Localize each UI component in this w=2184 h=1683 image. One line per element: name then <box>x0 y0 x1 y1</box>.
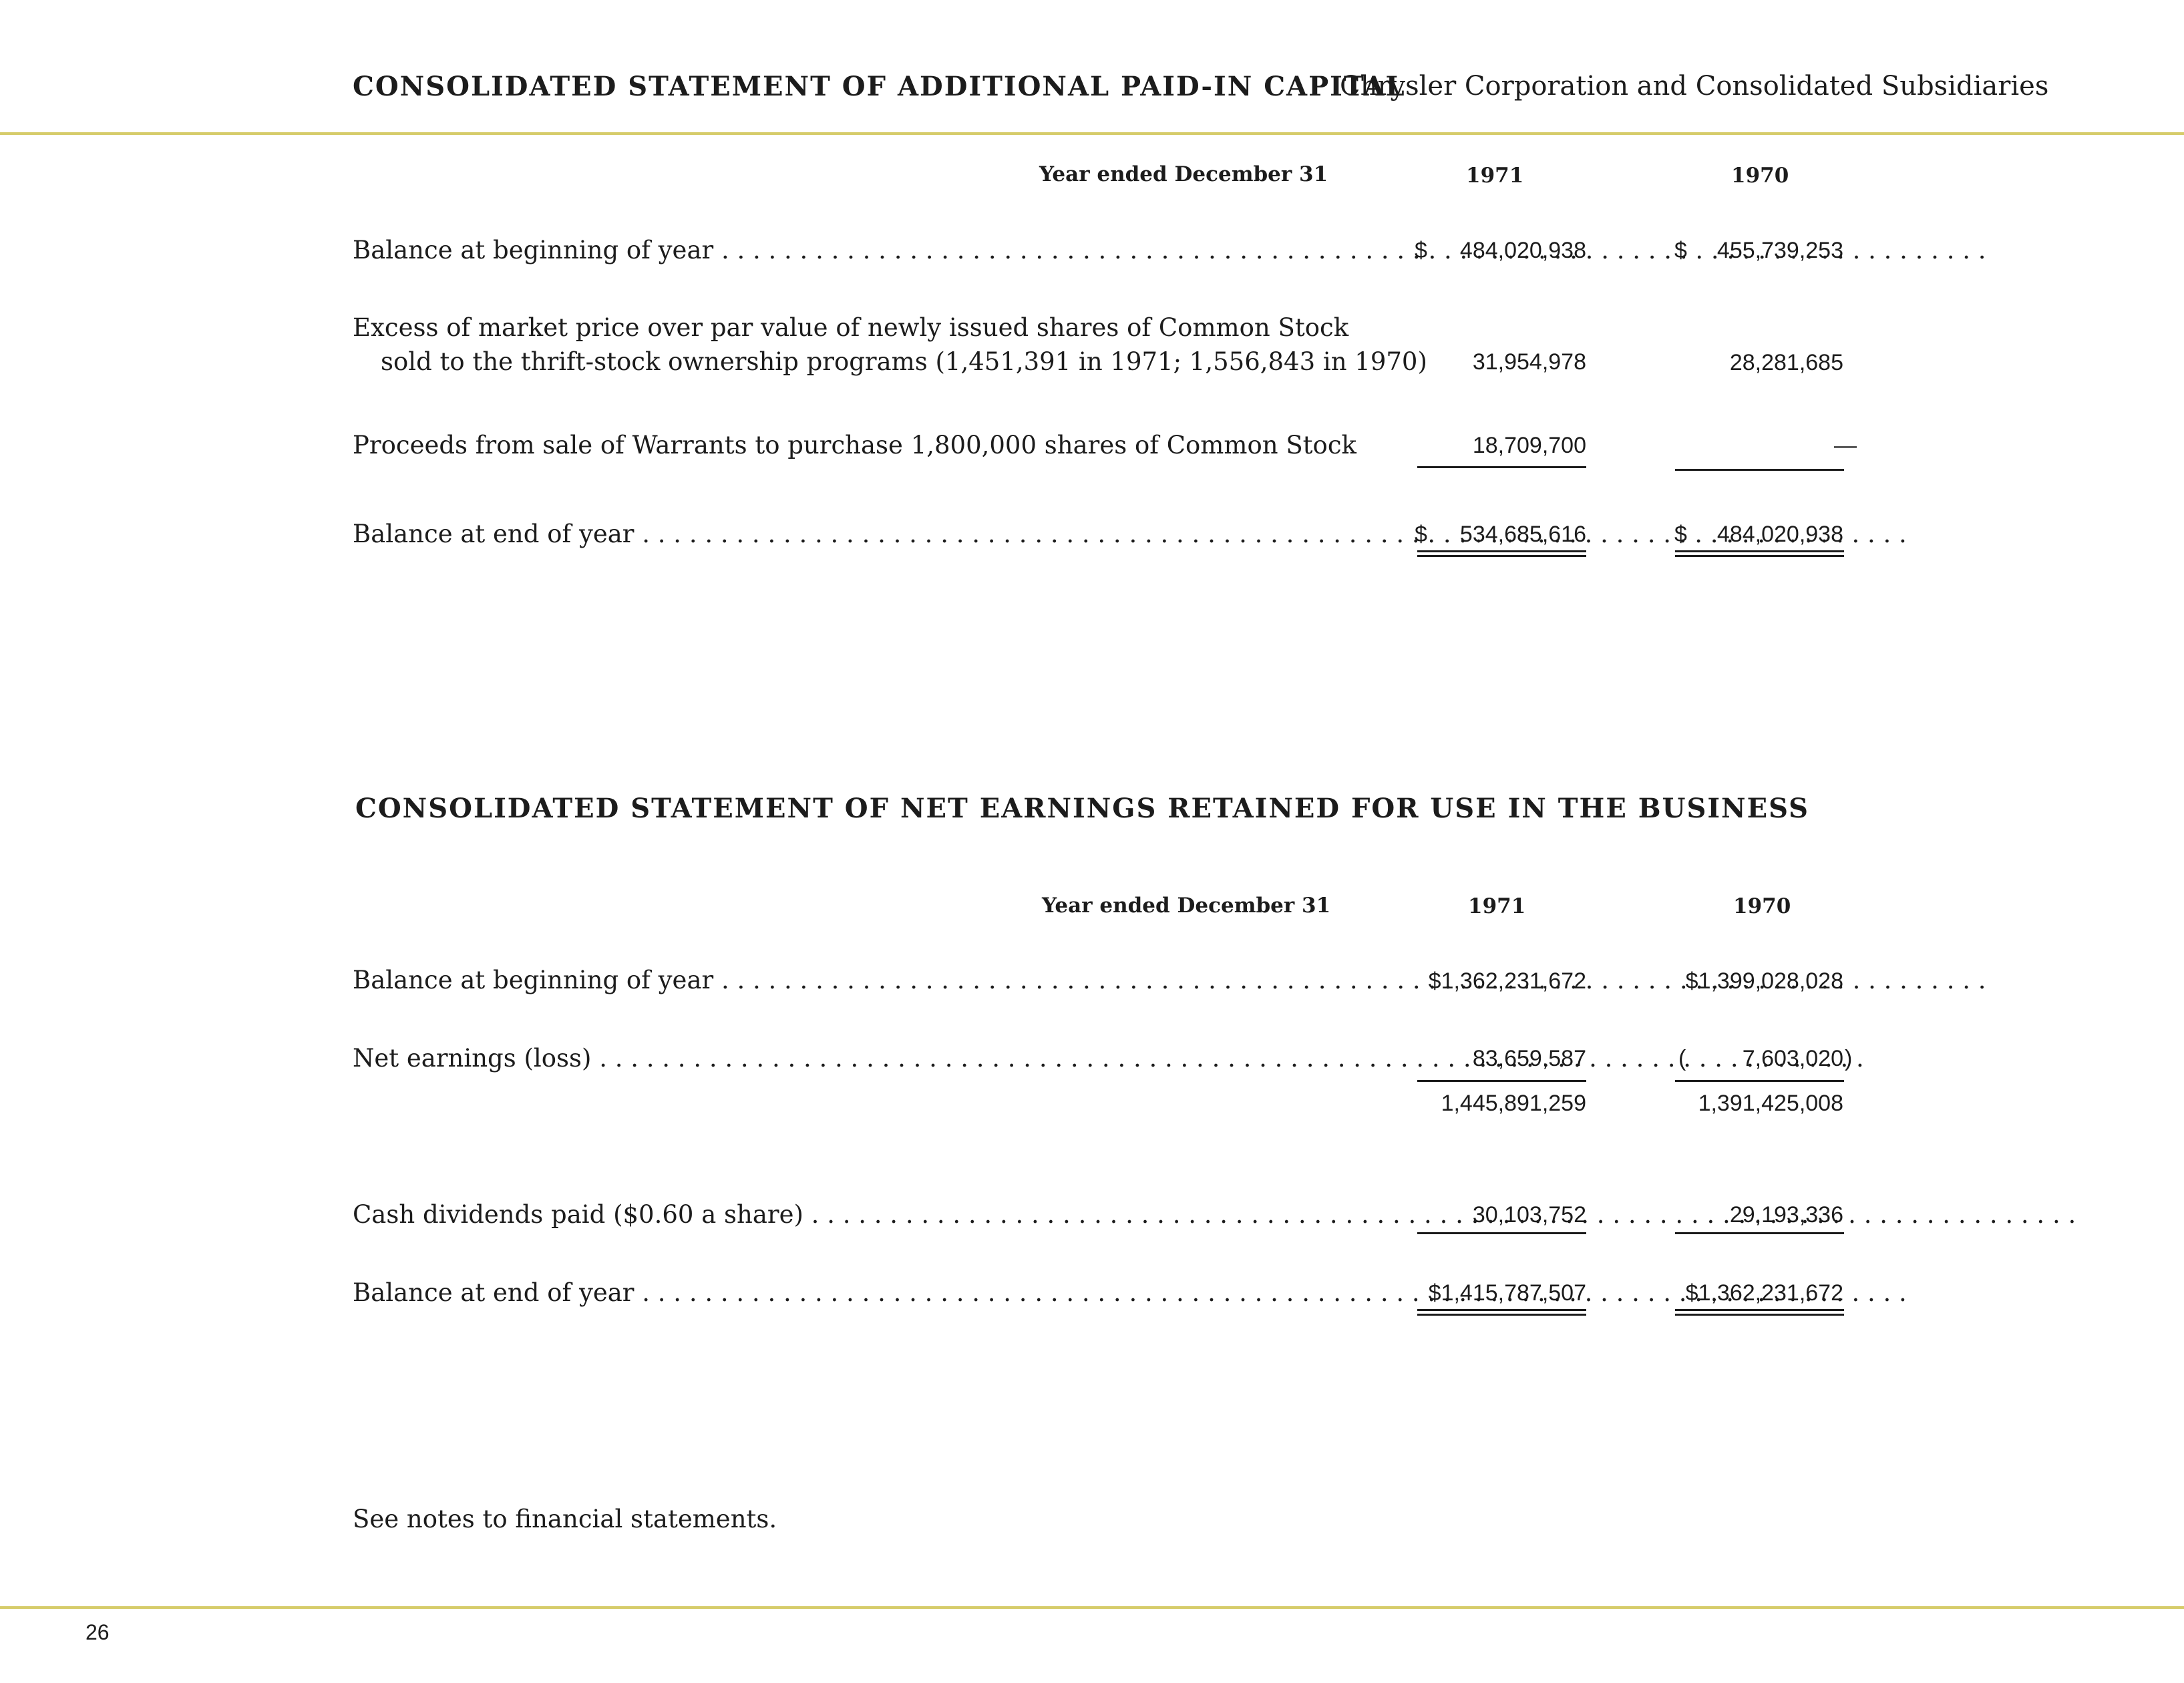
apic-row-label-continued: sold to the thrift-stock ownership programs (1,451,391 in 1971; 1,556,843 in 1970) <box>381 347 1427 376</box>
apic-year-1970: 1970 <box>1731 164 1789 188</box>
apic-value-1970: 28,281,685 <box>1729 350 1843 375</box>
apic-value-1971: 534,685,616 <box>1459 522 1586 547</box>
retained-value-1970: $1,399,028,028 <box>1685 968 1843 994</box>
apic-value-1970: 484,020,938 <box>1716 522 1843 547</box>
apic-value-1970: — <box>1834 433 1857 458</box>
apic-value-1971: 484,020,938 <box>1459 238 1586 263</box>
retained-row-label: Cash dividends paid ($0.60 a share) . . . <box>353 1200 1316 1229</box>
negative-close-paren: ) <box>1845 1046 1853 1071</box>
retained-year-1970: 1970 <box>1733 894 1791 918</box>
bottom-rule <box>0 1606 2184 1609</box>
total-double-rule <box>1675 550 1844 557</box>
retained-row-label: Balance at beginning of year . . . <box>353 966 1316 994</box>
subtotal-rule <box>1417 1080 1586 1082</box>
subtotal-rule <box>1675 1080 1844 1082</box>
apic-value-1971: 18,709,700 <box>1472 433 1586 458</box>
retained-year-1971: 1971 <box>1468 894 1526 918</box>
dollar-sign: $ <box>1415 522 1427 547</box>
dollar-sign: $ <box>1674 522 1687 547</box>
dollar-sign: $ <box>1674 238 1687 263</box>
total-double-rule <box>1675 1309 1844 1316</box>
page-number: 26 <box>85 1620 110 1644</box>
apic-value-1970: 455,739,253 <box>1716 238 1843 263</box>
retained-title: CONSOLIDATED STATEMENT OF NET EARNINGS RETAINED FOR USE IN THE BUSINESS <box>355 793 1809 824</box>
retained-value-1971: $1,415,787,507 <box>1428 1280 1586 1306</box>
subtotal-rule <box>1675 469 1844 471</box>
retained-period-label: Year ended December 31 <box>1042 894 1331 918</box>
total-double-rule <box>1417 1309 1586 1316</box>
subtotal-rule <box>1417 466 1586 468</box>
retained-subtotal-1971: 1,445,891,259 <box>1441 1091 1586 1116</box>
apic-value-1971: 31,954,978 <box>1472 349 1586 375</box>
retained-value-1970: 7,603,020 <box>1742 1046 1843 1071</box>
subtotal-rule <box>1675 1232 1844 1234</box>
retained-value-1970: $1,362,231,672 <box>1685 1280 1843 1306</box>
total-double-rule <box>1417 550 1586 557</box>
subtotal-rule <box>1417 1232 1586 1234</box>
apic-subtitle: Chrysler Corporation and Consolidated Subsidiaries <box>1340 71 2049 102</box>
retained-value-1971: $1,362,231,672 <box>1428 968 1586 994</box>
apic-row-label: Excess of market price over par value of newly issued shares of Common Stock <box>353 313 1349 342</box>
apic-row-label: Proceeds from sale of Warrants to purchase 1,800,000 shares of Common Stock <box>353 431 1356 459</box>
negative-open-paren: ( <box>1678 1046 1686 1071</box>
retained-subtotal-1970: 1,391,425,008 <box>1698 1091 1843 1116</box>
apic-row-label: Balance at end of year . . . <box>353 520 1316 548</box>
apic-year-1971: 1971 <box>1466 164 1524 188</box>
retained-row-label: Balance at end of year . . . <box>353 1278 1316 1307</box>
apic-row-label: Balance at beginning of year . . . <box>353 236 1316 264</box>
apic-title: CONSOLIDATED STATEMENT OF ADDITIONAL PAID-IN CAPITAL <box>353 71 1406 102</box>
top-rule <box>0 132 2184 135</box>
footnote: See notes to financial statements. <box>353 1505 777 1533</box>
apic-period-label: Year ended December 31 <box>1039 162 1328 186</box>
retained-value-1971: 83,659,587 <box>1472 1046 1586 1071</box>
retained-value-1970: 29,193,336 <box>1729 1202 1843 1228</box>
retained-value-1971: 30,103,752 <box>1472 1202 1586 1228</box>
dollar-sign: $ <box>1415 238 1427 263</box>
retained-row-label: Net earnings (loss) . . . <box>353 1044 1316 1073</box>
